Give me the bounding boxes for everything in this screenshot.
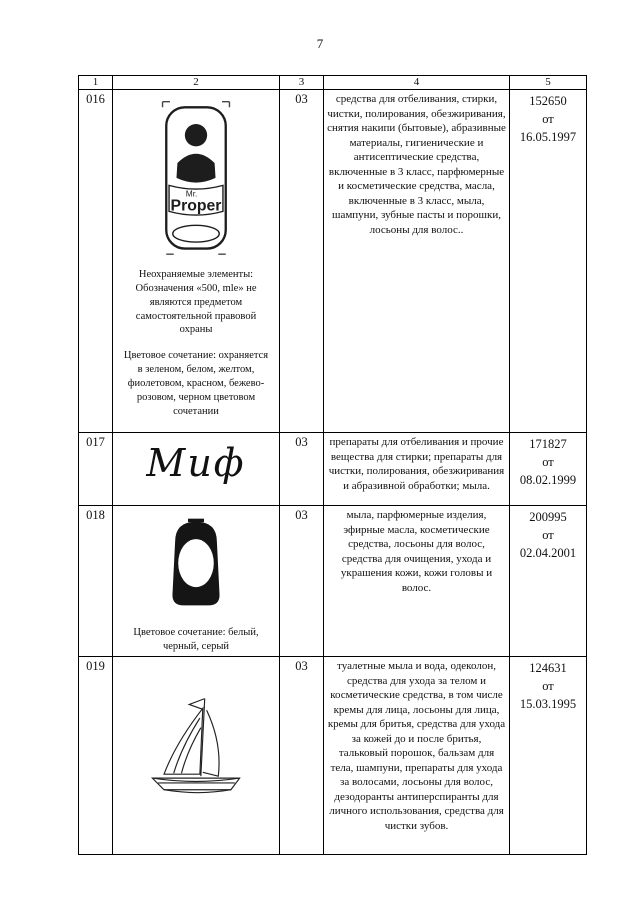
- registration-cell: [510, 506, 587, 657]
- registration-cell: [510, 433, 587, 506]
- row-number: 017: [79, 433, 113, 506]
- page-number: 7: [316, 36, 324, 51]
- mr-proper-text-top: Mr.: [185, 188, 198, 199]
- sailboat-image: [123, 687, 269, 813]
- registration-date: 08.02.1999: [519, 473, 577, 488]
- table-row: [79, 657, 587, 855]
- registration-number: 152650: [529, 94, 567, 108]
- registration-cell: [510, 657, 587, 855]
- bottle-image: [156, 514, 236, 614]
- registration-number: 200995: [529, 510, 567, 524]
- trademark-cell: [113, 433, 280, 506]
- row-number: 016: [79, 90, 113, 433]
- registration-from-label: от: [542, 455, 554, 470]
- trademark-register-table: [78, 75, 587, 855]
- registration-date: 16.05.1997: [519, 130, 577, 145]
- registration-from-label: от: [542, 528, 554, 543]
- registration-from-label: от: [542, 679, 554, 694]
- table-row: [79, 90, 587, 433]
- table-row: [79, 433, 587, 506]
- registration-date: 02.04.2001: [519, 546, 577, 561]
- goods-description: средства для отбеливания, стирки, чистки, полирования, обезжиривания, снятия накипи (бытовые), абразивные материалы, гигиенические и антисептические средства, включенные в 3 класс, парфюмерные и косметические средства, масла, включенные в 3 класс, мыла, шампуни, зубные пасты и порошки, лосьоны для волос..: [324, 90, 510, 433]
- table-header-row: [79, 76, 587, 90]
- column-header-3: 3: [280, 76, 324, 90]
- row-number: 018: [79, 506, 113, 657]
- class-number: 03: [280, 506, 324, 657]
- mr-proper-logo-image: [140, 98, 252, 256]
- color-combination-note: Цветовое сочетание: белый, черный, серый: [133, 627, 259, 652]
- class-number: 03: [280, 90, 324, 433]
- registration-cell: [510, 90, 587, 433]
- unprotected-elements-note: Неохраняемые элементы: Обозначения «500, mle» не являются предметом самостоятельной правовой охраны: [135, 269, 257, 336]
- class-number: 03: [280, 433, 324, 506]
- column-header-1: 1: [79, 76, 113, 90]
- mif-wordmark: Миф: [146, 441, 246, 485]
- mr-proper-text-main: Proper: [170, 197, 222, 215]
- goods-description: препараты для отбеливания и прочие вещества для стирки; препараты для чистки, полирования, обезжиривания и абразивной обработки; мыла.: [324, 433, 510, 506]
- trademark-cell: [113, 506, 280, 657]
- trademark-cell: [113, 657, 280, 855]
- column-header-2: 2: [113, 76, 280, 90]
- registration-from-label: от: [542, 112, 554, 127]
- trademark-cell: [113, 90, 280, 433]
- goods-description: туалетные мыла и вода, одеколон, средства для ухода за телом и косметические средства, в том числе кремы для лица, лосьоны для лица, кремы для бритья, средства для ухода за кожей до и после бритья, тальковый порошок, бальзам для тела, шампуни, препараты для ухода за волосами, лосьоны для волос, дезодоранты антиперспиранты для личного использования, средства для чистки зубов.: [324, 657, 510, 855]
- registration-date: 15.03.1995: [519, 697, 577, 712]
- row-number: 019: [79, 657, 113, 855]
- registration-number: 124631: [529, 661, 567, 675]
- column-header-4: 4: [324, 76, 510, 90]
- color-combination-note: Цветовое сочетание: охраняется в зеленом, белом, желтом, фиолетовом, красном, бежево-розовом, черном цветовом сочетании: [123, 350, 269, 417]
- registration-number: 171827: [529, 437, 567, 451]
- table-row: [79, 506, 587, 657]
- goods-description: мыла, парфюмерные изделия, эфирные масла, косметические средства, лосьоны для волос, средства для очищения, ухода и украшения кожи, кожи головы и волос.: [324, 506, 510, 657]
- class-number: 03: [280, 657, 324, 855]
- column-header-5: 5: [510, 76, 587, 90]
